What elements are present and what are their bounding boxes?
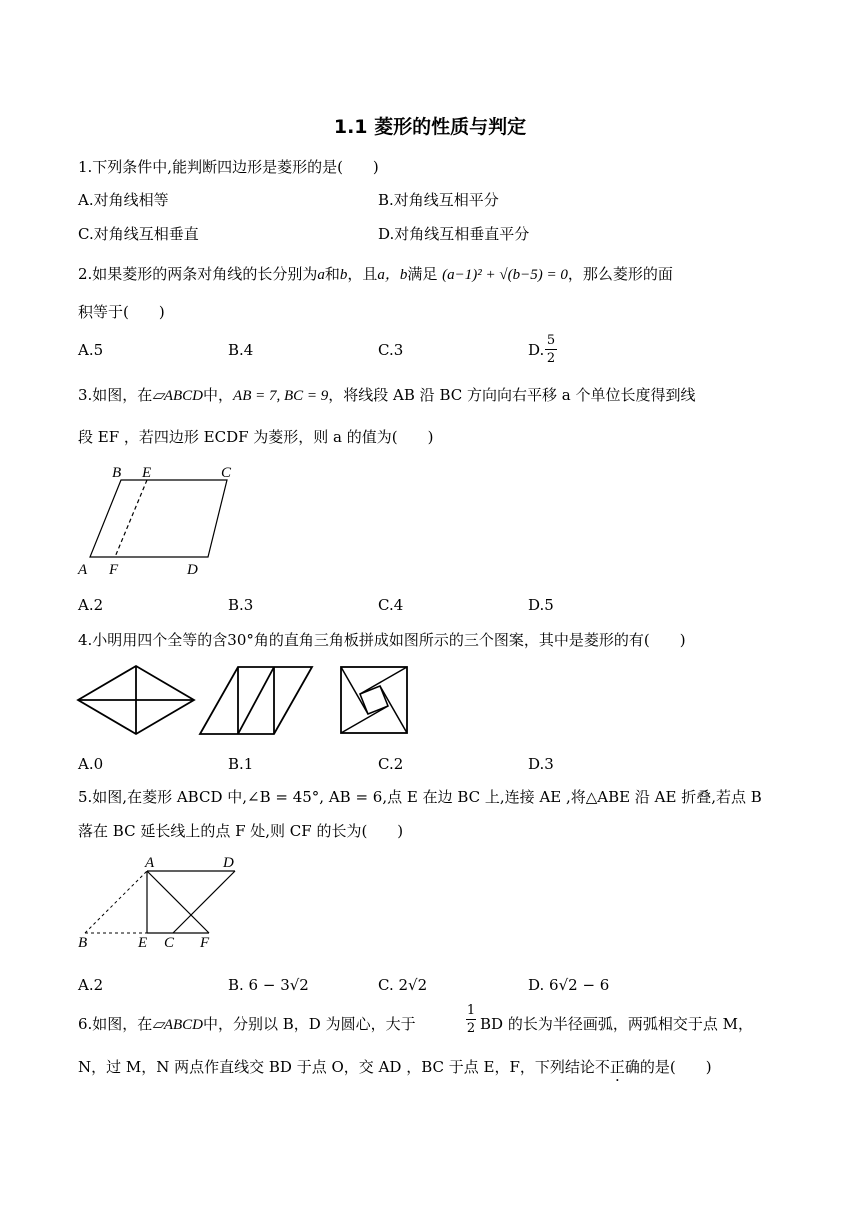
q2-option-a: A.5	[78, 341, 104, 359]
q5-line2: 落在 BC 延长线上的点 F 处,则 CF 的长为( )	[78, 822, 404, 840]
q4-rhombus-figure	[78, 666, 196, 734]
q3-label-d: D	[187, 562, 198, 578]
q6-fraction-half: 1 2	[466, 1003, 476, 1036]
q5-label-b: B	[78, 935, 88, 951]
q2-line1: 2.如果菱形的两条对角线的长分别为a和b，且a，b满足 (a−1)² + √(b−5) = 0，那么菱形的面	[78, 265, 673, 283]
q3-line1: 3.如图，在▱ABCD中，AB = 7, BC = 9，将线段 AB 沿 BC 方向向右平移 a 个单位长度得到线	[78, 386, 696, 404]
q3-label-e: E	[142, 465, 152, 481]
q4-square-figure	[340, 666, 410, 736]
q5-rhombus-figure	[78, 852, 248, 952]
q3-line2: 段 EF ，若四边形 ECDF 为菱形，则 a 的值为( )	[78, 428, 434, 446]
q1-option-c: C.对角线互相垂直	[78, 225, 199, 243]
q3-label-c: C	[221, 465, 232, 481]
q4-stem: 4.小明用四个全等的含30°角的直角三角板拼成如图所示的三个图案，其中是菱形的有( )	[78, 631, 686, 649]
q5-label-d: D	[223, 855, 234, 871]
q2-option-c: C.3	[378, 341, 404, 359]
q5-line1: 5.如图,在菱形 ABCD 中,∠B = 45°, AB = 6,点 E 在边 BC 上,连接 AE ,将△ABE 沿 AE 折叠,若点 B	[78, 788, 762, 806]
q6-line1-pre: 6.如图，在▱ABCD中，分别以 B，D 为圆心，大于	[78, 1015, 416, 1033]
q5-label-f: F	[200, 935, 210, 951]
q6-line1-post: BD 的长为半径画弧，两弧相交于点 M，	[480, 1015, 753, 1033]
q3-option-d: D.5	[528, 596, 554, 614]
q1-option-b: B.对角线互相平分	[378, 191, 499, 209]
page-title: 1.1 菱形的性质与判定	[333, 116, 527, 138]
q5-label-c: C	[164, 935, 175, 951]
q5-option-c: C. 2√2	[378, 976, 428, 994]
q4-option-d: D.3	[528, 755, 554, 773]
q2-equation: (a−1)² + √(b−5) = 0	[442, 267, 568, 283]
q1-option-a: A.对角线相等	[78, 191, 169, 209]
q4-option-b: B.1	[228, 755, 254, 773]
q5-option-b: B. 6 − 3√2	[228, 976, 309, 994]
q4-option-c: C.2	[378, 755, 404, 773]
q4-option-a: A.0	[78, 755, 104, 773]
q3-label-f: F	[109, 562, 119, 578]
q5-option-d: D. 6√2 − 6	[528, 976, 610, 994]
q5-label-e: E	[138, 935, 148, 951]
q2-option-d-fraction: 5 2	[546, 333, 556, 366]
q2-option-b: B.4	[228, 341, 254, 359]
q5-label-a: A	[145, 855, 155, 871]
q3-option-a: A.2	[78, 596, 104, 614]
q5-option-a: A.2	[78, 976, 104, 994]
q3-option-b: B.3	[228, 596, 254, 614]
q1-stem: 1.下列条件中,能判断四边形是菱形的是( )	[78, 158, 379, 176]
q3-label-b: B	[112, 465, 122, 481]
q3-label-a: A	[78, 562, 88, 578]
q2-line2: 积等于( )	[78, 303, 165, 321]
q4-parallelogram-figure	[200, 666, 315, 736]
q6-emphasis: 不正确	[594, 1058, 640, 1076]
q2-option-d: D.	[528, 341, 545, 359]
q3-parallelogram-figure	[75, 460, 235, 578]
q1-option-d: D.对角线互相垂直平分	[378, 225, 530, 243]
q3-option-c: C.4	[378, 596, 404, 614]
q6-line2: N，过 M，N 两点作直线交 BD 于点 O，交 AD ，BC 于点 E，F，下列结论不正确的是( )	[78, 1058, 712, 1076]
